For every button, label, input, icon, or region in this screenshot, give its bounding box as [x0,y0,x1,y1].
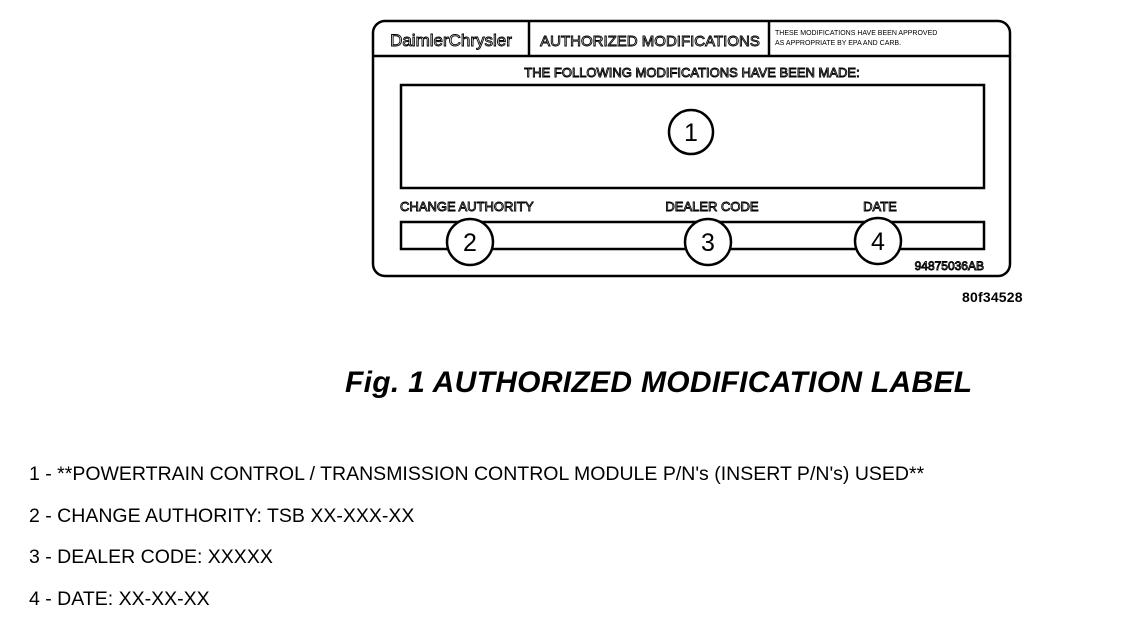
legend-item: 1 - **POWERTRAIN CONTROL / TRANSMISSION CONTROL MODULE P/N's (INSERT P/N's) USED** [29,463,925,485]
label-title: AUTHORIZED MODIFICATIONS [540,33,760,50]
callout-number-1: 1 [684,119,698,147]
approval-note-line2: AS APPROPRIATE BY EPA AND CARB. [775,40,902,47]
approval-note-line1: THESE MODIFICATIONS HAVE BEEN APPROVED [775,30,938,37]
callout-number-4: 4 [871,228,885,256]
field-label-dealer-code: DEALER CODE [665,199,759,214]
figure-caption: Fig. 1 AUTHORIZED MODIFICATION LABEL [345,366,973,399]
legend-item: 4 - DATE: XX-XX-XX [29,587,210,610]
part-code: 94875036AB [914,259,984,273]
modifications-heading: THE FOLLOWING MODIFICATIONS HAVE BEEN MADE: [524,65,860,80]
field-label-change-authority: CHANGE AUTHORITY [400,199,534,214]
legend-item: 2 - CHANGE AUTHORITY: TSB XX-XXX-XX [29,504,415,527]
legend-list [29,462,924,628]
brand-text: DaimlerChrysler [390,31,512,50]
callout-number-3: 3 [701,229,715,257]
callout-number-2: 2 [463,229,477,257]
field-label-date: DATE [863,199,897,214]
legend-item: 3 - DEALER CODE: XXXXX [29,546,273,568]
figure-id: 80f34528 [962,289,1023,305]
